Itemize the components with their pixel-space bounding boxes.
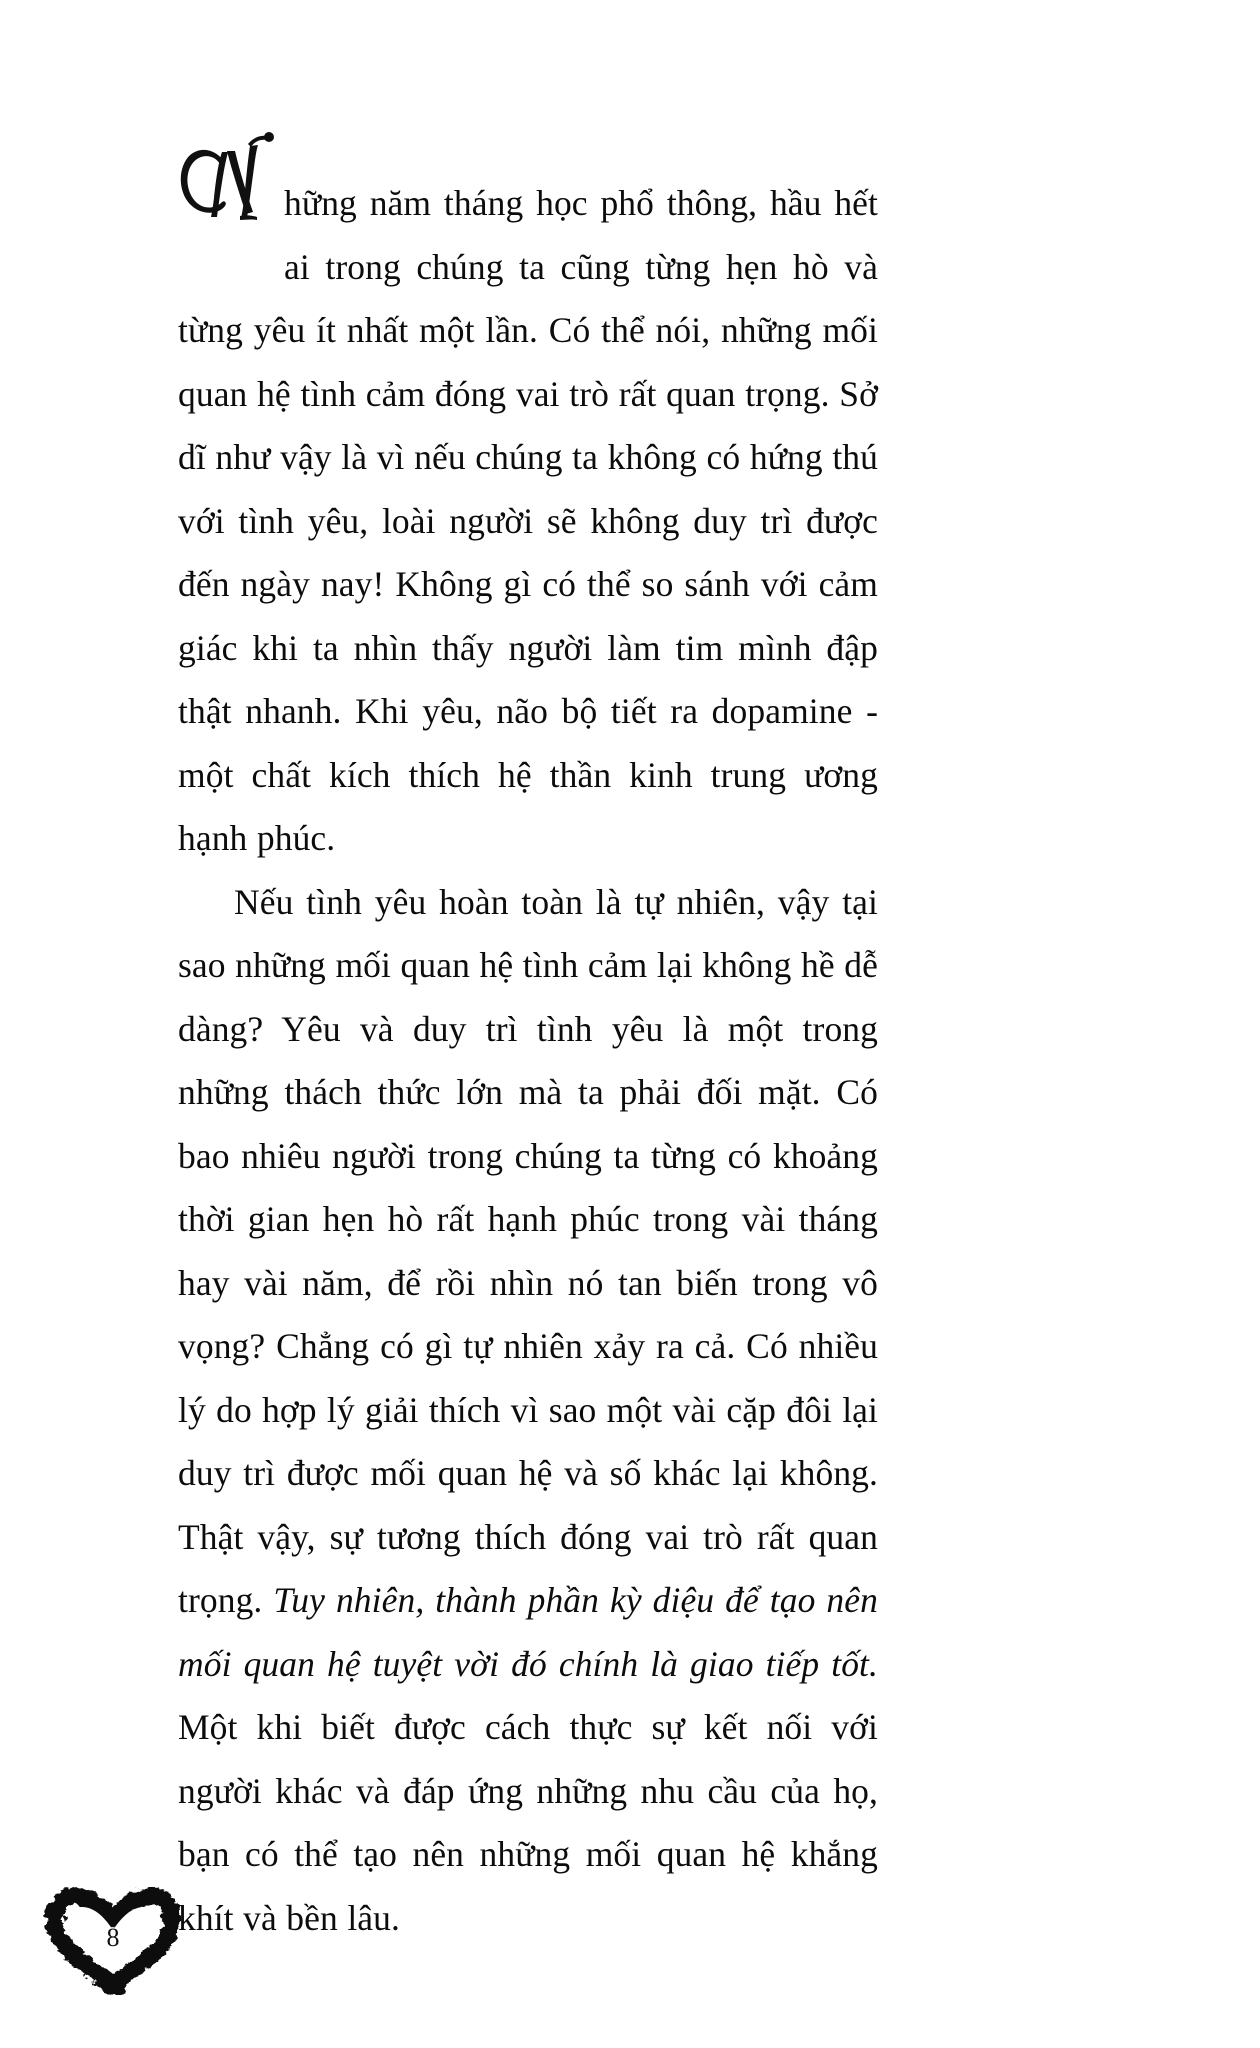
text-column xyxy=(178,172,878,1950)
dropcap-N xyxy=(178,172,282,236)
paragraph-1-text: hững năm tháng học phổ thông, hầu hết ai trong chúng ta cũng từng hẹn hò và từng yêu ít nhất một lần. Có thể nói, những mối quan hệ tình cảm đóng vai trò rất quan trọng. Sở dĩ như vậy là vì nếu chúng ta không có hứng thú với tình yêu, loài người sẽ không duy trì được đến ngày nay! Không gì có thể so sánh với cảm giác khi ta nhìn thấy người làm tim mình đập thật nhanh. Khi yêu, não bộ tiết ra dopamine - một chất kích thích hệ thần kinh trung ương hạnh phúc. xyxy=(178,183,878,858)
paragraph-2 xyxy=(178,871,878,1951)
paragraph-2-run-italic: Tuy nhiên, thành phần kỳ diệu để tạo nên mối quan hệ tuyệt vời đó chính là giao tiếp tốt. xyxy=(178,1580,878,1684)
paragraph-2-run-roman-2: Một khi biết được cách thực sự kết nối với người khác và đáp ứng những nhu cầu của họ, bạn có thể tạo nên những mối quan hệ khắng khít và bền lâu. xyxy=(178,1707,878,1938)
page-number: 8 xyxy=(106,1923,120,1952)
page-footer xyxy=(38,1882,188,2000)
paragraph-2-run-roman-1: Nếu tình yêu hoàn toàn là tự nhiên, vậy tại sao những mối quan hệ tình cảm lại không hề dễ dàng? Yêu và duy trì tình yêu là một trong những thách thức lớn mà ta phải đối mặt. Có bao nhiêu người trong chúng ta từng có khoảng thời gian hẹn hò rất hạnh phúc trong vài tháng hay vài năm, để rồi nhìn nó tan biến trong vô vọng? Chẳng có gì tự nhiên xảy ra cả. Có nhiều lý do hợp lý giải thích vì sao một vài cặp đôi lại duy trì được mối quan hệ và số khác lại không. Thật vậy, sự tương thích đóng vai trò rất quan trọng. xyxy=(178,881,878,1620)
paragraph-1 xyxy=(178,172,878,871)
